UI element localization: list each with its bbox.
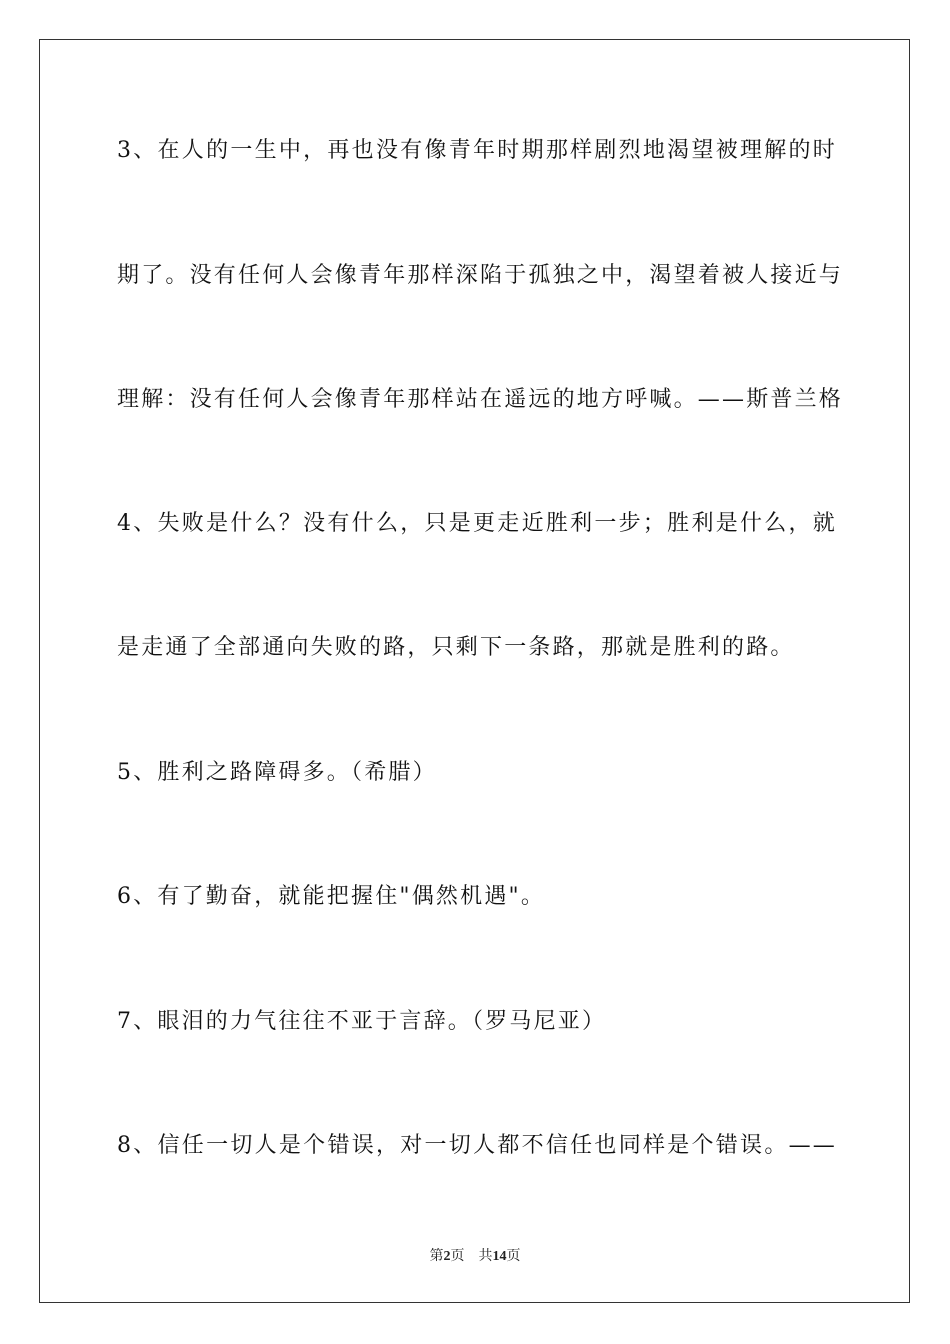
- text-line-3: 理解：没有任何人会像青年那样站在遥远的地方呼喊。——斯普兰格: [117, 387, 844, 412]
- page-footer: [0, 1247, 950, 1267]
- total-pages: 14: [492, 1249, 507, 1264]
- total-suffix: 页: [506, 1249, 521, 1264]
- text-line-9: 8、信任一切人是个错误，对一切人都不信任也同样是个错误。——: [117, 1133, 837, 1158]
- page-suffix: 页: [450, 1249, 465, 1264]
- page-prefix: 第: [429, 1249, 444, 1264]
- total-prefix: 共: [478, 1249, 493, 1264]
- text-line-4: 4、失败是什么？没有什么，只是更走近胜利一步；胜利是什么，就: [117, 511, 837, 536]
- text-line-6: 5、胜利之路障碍多。（希腊）: [117, 760, 437, 785]
- text-line-5: 是走通了全部通向失败的路，只剩下一条路，那就是胜利的路。: [117, 635, 795, 660]
- text-line-1: 3、在人的一生中，再也没有像青年时期那样剧烈地渴望被理解的时: [117, 138, 837, 163]
- document-body: [117, 0, 844, 1344]
- text-line-8: 7、眼泪的力气往往不亚于言辞。（罗马尼亚）: [117, 1009, 607, 1034]
- text-line-2: 期了。没有任何人会像青年那样深陷于孤独之中，渴望着被人接近与: [117, 263, 844, 288]
- page-number: 2: [443, 1249, 451, 1264]
- text-line-7: 6、有了勤奋，就能把握住"偶然机遇"。: [117, 884, 546, 909]
